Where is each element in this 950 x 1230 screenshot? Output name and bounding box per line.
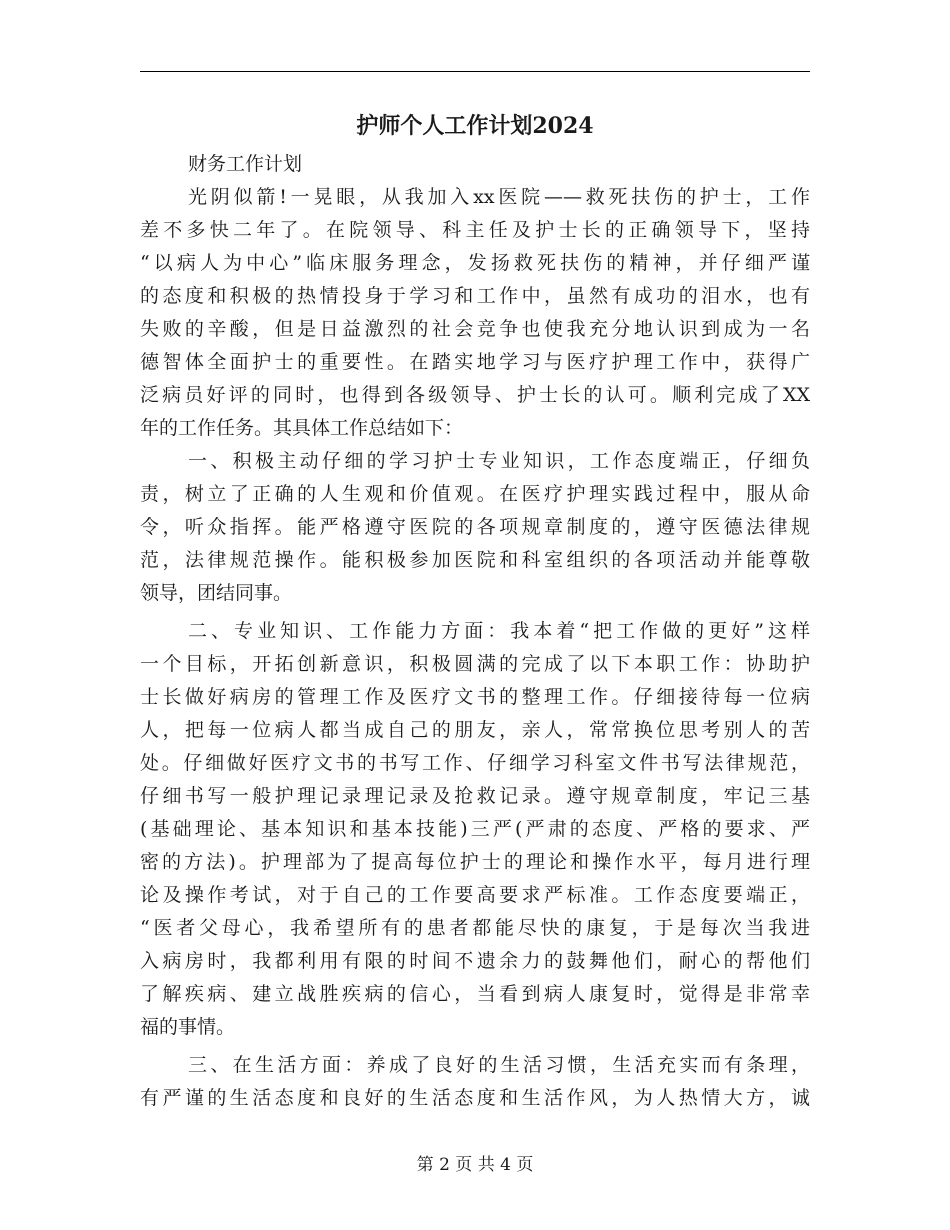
paragraph-2-line-4: 范，法律规范操作。能积极参加医院和科室组织的各项活动并能尊敬 (140, 549, 810, 571)
paragraph-2-line-1: 一、积极主动仔细的学习护士专业知识，工作态度端正，仔细负 (188, 450, 810, 472)
paragraph-3-line-8: 密的方法)。护理部为了提高每位护士的理论和操作水平，每月进行理 (140, 851, 810, 873)
subtitle-line: 财务工作计划 (188, 153, 303, 175)
paragraph-1-line-6: 德智体全面护士的重要性。在踏实地学习与医疗护理工作中，获得广 (140, 351, 810, 373)
paragraph-4-line-2: 有严谨的生活态度和良好的生活态度和生活作风，为人热情大方，诚 (140, 1087, 810, 1109)
document-body (140, 148, 810, 1115)
paragraph-2-line-3: 令，听众指挥。能严格遵守医院的各项规章制度的，遵守医德法律规 (140, 516, 810, 538)
paragraph-3-line-11: 入病房时，我都利用有限的时间不遗余力的鼓舞他们，耐心的帮他们 (140, 950, 810, 972)
paragraph-3-line-4: 人，把每一位病人都当成自己的朋友，亲人，常常换位思考别人的苦 (140, 719, 810, 741)
paragraph-1-line-2: 差不多快二年了。在院领导、科主任及护士长的正确领导下，坚持 (140, 219, 810, 241)
paragraph-2-line-2: 责，树立了正确的人生观和价值观。在医疗护理实践过程中，服从命 (140, 483, 810, 505)
paragraph-1-line-4: 的态度和积极的热情投身于学习和工作中，虽然有成功的泪水，也有 (140, 285, 810, 307)
paragraph-2-line-5: 领导，团结同事。 (140, 582, 293, 604)
page-number-footer: 第 2 页 共 4 页 (416, 1155, 534, 1175)
paragraph-1-line-8: 年的工作任务。其具体工作总结如下： (140, 417, 464, 439)
paragraph-1-line-1: 光阴似箭!一晃眼，从我加入xx医院——救死扶伤的护士，工作 (188, 186, 810, 208)
paragraph-3-line-10: “医者父母心，我希望所有的患者都能尽快的康复，于是每次当我进 (140, 917, 810, 939)
paragraph-3-line-7: (基础理论、基本知识和基本技能)三严(严肃的态度、严格的要求、严 (140, 818, 810, 840)
paragraph-3-line-1: 二、专业知识、工作能力方面：我本着“把工作做的更好”这样 (188, 620, 810, 642)
paragraph-4-line-1: 三、在生活方面：养成了良好的生活习惯，生活充实而有条理， (188, 1054, 810, 1076)
paragraph-3-line-9: 论及操作考试，对于自己的工作要高要求严标准。工作态度要端正， (140, 884, 810, 906)
paragraph-3-line-12: 了解疾病、建立战胜疾病的信心，当看到病人康复时，觉得是非常幸 (140, 983, 810, 1005)
paragraph-3-line-13: 福的事情。 (140, 1016, 236, 1038)
paragraph-3-line-6: 仔细书写一般护理记录理记录及抢救记录。遵守规章制度，牢记三基 (140, 785, 810, 807)
paragraph-3-line-3: 士长做好病房的管理工作及医疗文书的整理工作。仔细接待每一位病 (140, 686, 810, 708)
document-title: 护师个人工作计划2024 (356, 113, 594, 139)
paragraph-1-line-5: 失败的辛酸，但是日益激烈的社会竞争也使我充分地认识到成为一名 (140, 318, 810, 340)
paragraph-3-line-2: 一个目标，开拓创新意识，积极圆满的完成了以下本职工作：协助护 (140, 653, 810, 675)
paragraph-3-line-5: 处。仔细做好医疗文书的书写工作、仔细学习科室文件书写法律规范， (140, 752, 810, 774)
paragraph-1-line-7: 泛病员好评的同时，也得到各级领导、护士长的认可。顺利完成了XX (140, 384, 810, 406)
paragraph-1-line-3: “以病人为中心”临床服务理念，发扬救死扶伤的精神，并仔细严谨 (140, 252, 810, 274)
header-rule (140, 71, 810, 72)
